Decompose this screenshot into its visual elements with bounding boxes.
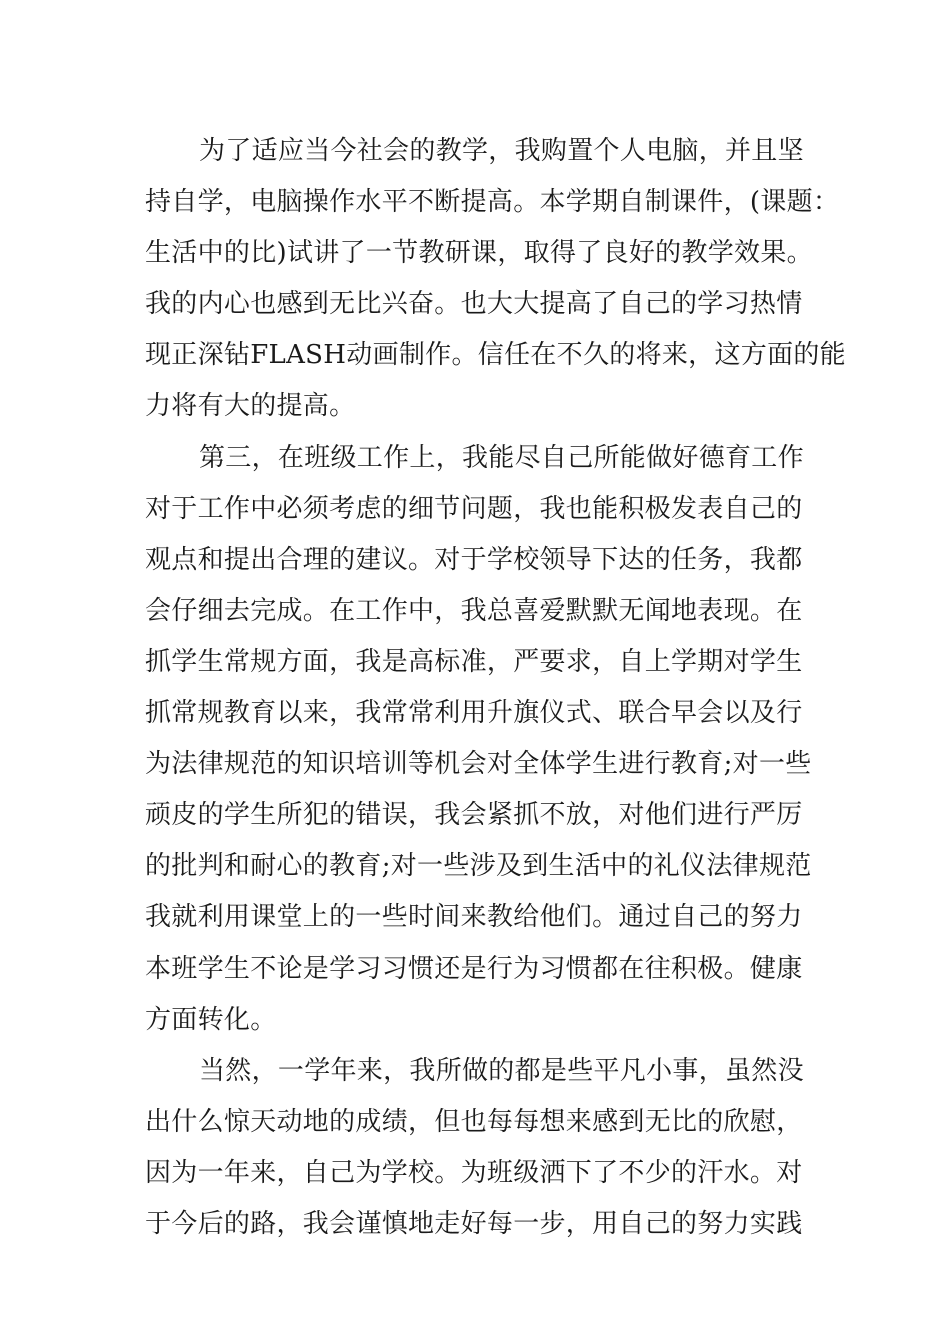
paragraph-computer-skills (145, 126, 846, 433)
paragraph-line: 因为一年来，自己为学校。为班级洒下了不少的汗水。对 (145, 1157, 803, 1188)
paragraph-line: 抓学生常规方面，我是高标准，严要求，自上学期对学生 (145, 646, 803, 677)
paragraph-line: 方面转化。 (145, 1004, 277, 1035)
paragraph-line: 我就利用课堂上的一些时间来教给他们。通过自己的努力 (145, 902, 803, 933)
paragraph-line: 抓常规教育以来，我常常利用升旗仪式、联合早会以及行 (145, 698, 803, 729)
paragraph-line: 力将有大的提高。 (145, 391, 356, 422)
paragraph-line: 为法律规范的知识培训等机会对全体学生进行教育;对一些 (145, 749, 812, 780)
paragraph-line: 生活中的比)试讲了一节教研课，取得了良好的教学效果。 (145, 238, 813, 269)
paragraph-class-work (145, 433, 825, 1046)
paragraph-line: 对于工作中必须考虑的细节问题，我也能积极发表自己的 (145, 493, 803, 524)
document-body (145, 126, 846, 1250)
paragraph-line: 会仔细去完成。在工作中，我总喜爱默默无闻地表现。在 (145, 595, 803, 626)
paragraph-line: 现正深钻FLASH动画制作。信任在不久的将来，这方面的能 (145, 340, 846, 371)
paragraph-line: 当然，一学年来，我所做的都是些平凡小事，虽然没 (199, 1055, 804, 1086)
paragraph-line: 第三，在班级工作上，我能尽自己所能做好德育工作 (199, 442, 804, 473)
paragraph-line: 本班学生不论是学习习惯还是行为习惯都在往积极。健康 (145, 953, 803, 984)
paragraph-line: 出什么惊天动地的成绩，但也每每想来感到无比的欣慰， (145, 1106, 803, 1137)
paragraph-line: 顽皮的学生所犯的错误，我会紧抓不放，对他们进行严厉 (145, 800, 803, 831)
paragraph-line: 为了适应当今社会的教学，我购置个人电脑，并且坚 (199, 136, 804, 166)
paragraph-line: 我的内心也感到无比兴奋。也大大提高了自己的学习热情 (145, 289, 803, 320)
paragraph-conclusion (145, 1046, 825, 1250)
paragraph-line: 的批判和耐心的教育;对一些涉及到生活中的礼仪法律规范 (145, 851, 812, 882)
paragraph-line: 观点和提出合理的建议。对于学校领导下达的任务，我都 (145, 544, 803, 575)
paragraph-line: 持自学，电脑操作水平不断提高。本学期自制课件，(课题： (145, 187, 840, 218)
paragraph-line: 于今后的路，我会谨慎地走好每一步，用自己的努力实践 (145, 1208, 803, 1239)
